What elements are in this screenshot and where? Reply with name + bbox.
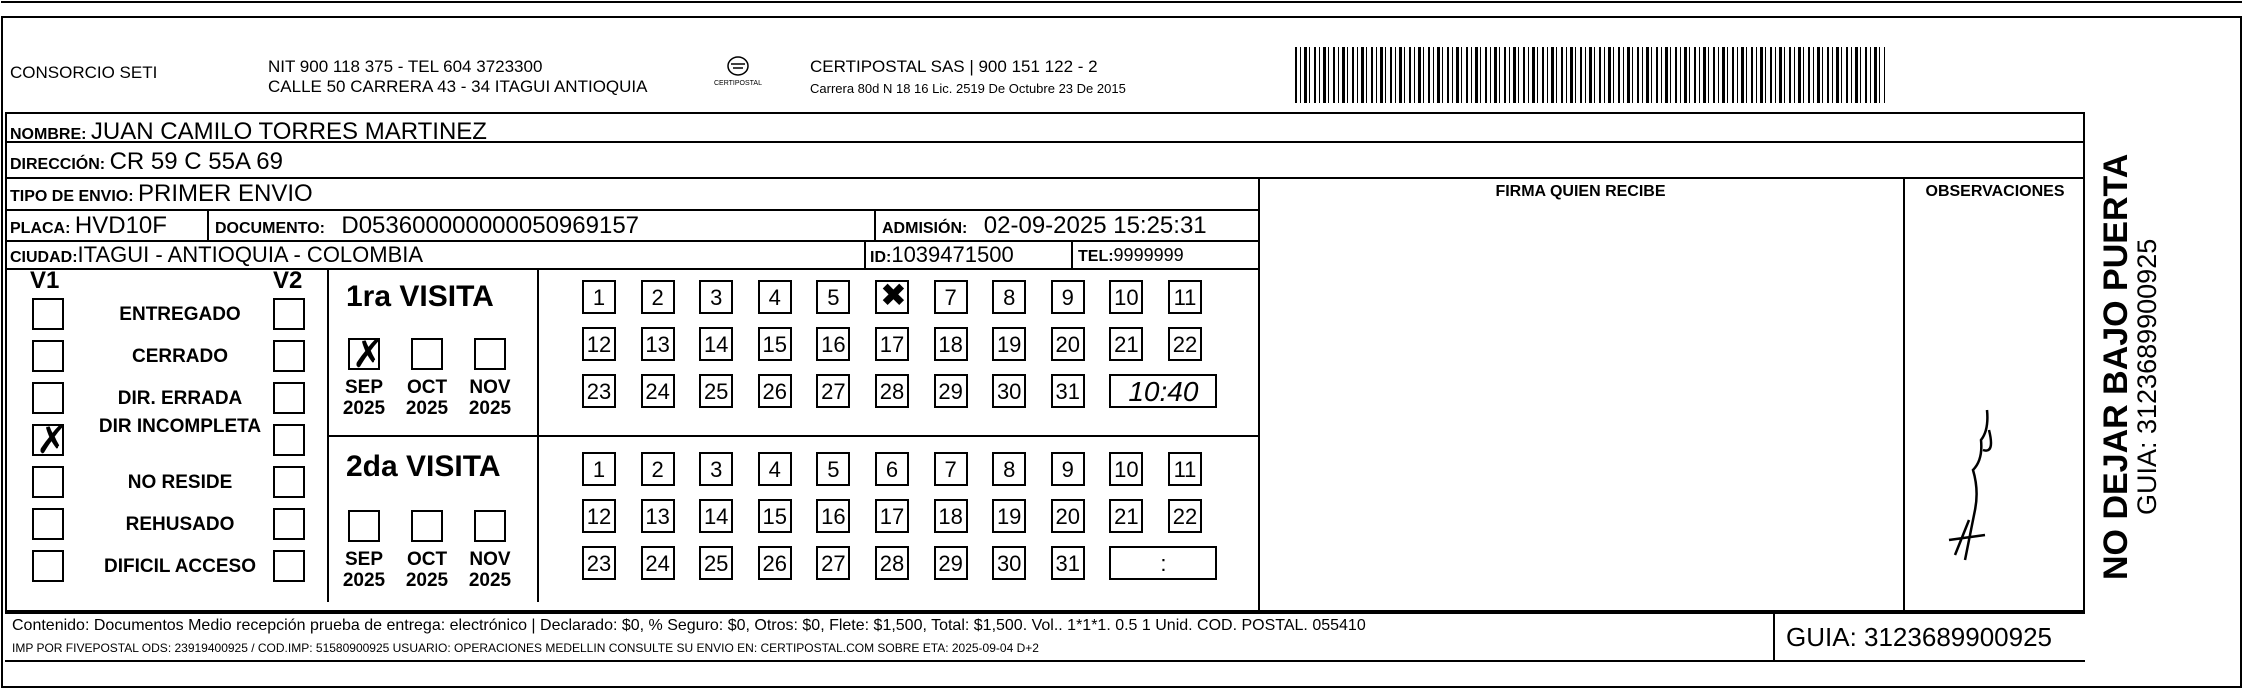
day-box[interactable]: 6 xyxy=(875,452,909,486)
day-box[interactable]: 8 xyxy=(992,452,1026,486)
day-box[interactable]: 28 xyxy=(875,374,909,408)
day-box[interactable]: 3 xyxy=(699,452,733,486)
status-label: DIR. ERRADA xyxy=(117,388,243,409)
day-box[interactable]: 27 xyxy=(816,374,850,408)
footer-guia: GUIA: 3123689900925 xyxy=(1786,622,2052,652)
day-box[interactable]: 12 xyxy=(582,327,616,361)
status-label: DIR INCOMPLETA xyxy=(98,416,262,437)
certipostal-line2: Carrera 80d N 18 16 Lic. 2519 De Octubre 23 De 2015 xyxy=(810,81,1126,96)
day-box[interactable]: 7 xyxy=(934,280,968,314)
v1-checkbox[interactable] xyxy=(32,420,68,462)
day-box[interactable]: 29 xyxy=(934,374,968,408)
day-box[interactable]: 17 xyxy=(875,327,909,361)
svg-text:CERTIPOSTAL: CERTIPOSTAL xyxy=(714,80,762,87)
status-label: ENTREGADO xyxy=(119,304,241,325)
day-box[interactable]: 19 xyxy=(992,327,1026,361)
time-box[interactable]: 10:40 xyxy=(1109,374,1217,408)
status-label: CERRADO xyxy=(131,346,229,367)
v1-checkbox[interactable] xyxy=(32,298,64,330)
side-guia: GUIA: 3123689900925 xyxy=(2132,238,2162,515)
day-box[interactable]: 26 xyxy=(758,546,792,580)
day-box[interactable]: 9 xyxy=(1051,280,1085,314)
month-label: SEP 2025 xyxy=(342,377,386,419)
v2-checkbox[interactable] xyxy=(273,298,305,330)
v2-checkbox[interactable] xyxy=(273,550,305,582)
v1-header: V1 xyxy=(30,267,60,294)
day-box[interactable]: 30 xyxy=(992,546,1026,580)
day-box[interactable]: 19 xyxy=(992,499,1026,533)
day-box[interactable]: 18 xyxy=(934,327,968,361)
day-box[interactable]: 17 xyxy=(875,499,909,533)
day-box[interactable]: 25 xyxy=(699,546,733,580)
certipostal-line1: CERTIPOSTAL SAS | 900 151 122 - 2 xyxy=(810,57,1098,76)
day-box[interactable]: 5 xyxy=(816,452,850,486)
certipostal-logo xyxy=(708,52,768,96)
day-box[interactable]: 30 xyxy=(992,374,1026,408)
day-box[interactable]: 16 xyxy=(816,499,850,533)
second-visit-title: 2da VISITA xyxy=(346,450,501,483)
day-box[interactable]: 5 xyxy=(816,280,850,314)
company-name: CONSORCIO SETI xyxy=(10,63,158,82)
barcode xyxy=(1295,47,1885,103)
day-box[interactable]: 31 xyxy=(1051,546,1085,580)
day-box[interactable]: 10 xyxy=(1109,280,1143,314)
day-box[interactable]: 21 xyxy=(1109,499,1143,533)
month-checkbox[interactable] xyxy=(348,510,380,542)
status-label: REHUSADO xyxy=(125,514,235,535)
day-box[interactable]: 1 xyxy=(582,452,616,486)
v2-checkbox[interactable] xyxy=(273,466,305,498)
day-box[interactable]: 26 xyxy=(758,374,792,408)
firma-header: FIRMA QUIEN RECIBE xyxy=(1495,183,1666,200)
address-line: CALLE 50 CARRERA 43 - 34 ITAGUI ANTIOQUIA xyxy=(268,77,648,96)
day-box[interactable]: 22 xyxy=(1168,327,1202,361)
day-box[interactable]: 7 xyxy=(934,452,968,486)
v2-checkbox[interactable] xyxy=(273,508,305,540)
documento-field: DOCUMENTO: D053600000000050969157 xyxy=(215,212,640,239)
handwritten-signature xyxy=(1935,390,2015,570)
month-checkbox[interactable] xyxy=(411,338,443,370)
v2-checkbox[interactable] xyxy=(273,424,305,456)
observaciones-header: OBSERVACIONES xyxy=(1925,183,2065,200)
admision-field: ADMISIÓN: 02-09-2025 15:25:31 xyxy=(882,212,1207,239)
day-box[interactable] xyxy=(875,277,909,314)
day-box[interactable]: 23 xyxy=(582,374,616,408)
month-checkbox[interactable] xyxy=(348,334,384,376)
direccion-field: DIRECCIÓN: CR 59 C 55A 69 xyxy=(10,148,283,175)
month-label: NOV 2025 xyxy=(468,377,512,419)
time-box[interactable]: : xyxy=(1109,546,1217,580)
ciudad-field: CIUDAD:ITAGUI - ANTIOQUIA - COLOMBIA xyxy=(10,242,424,267)
day-box[interactable]: 4 xyxy=(758,452,792,486)
v1-checkbox[interactable] xyxy=(32,382,64,414)
day-box[interactable]: 11 xyxy=(1168,452,1202,486)
day-box[interactable]: 24 xyxy=(641,374,675,408)
month-label: OCT 2025 xyxy=(405,549,449,591)
v1-checkbox[interactable] xyxy=(32,466,64,498)
month-label: SEP 2025 xyxy=(342,549,386,591)
check-mark-icon: ✗ xyxy=(352,334,384,376)
day-box[interactable]: 28 xyxy=(875,546,909,580)
footer-content-line: Contenido: Documentos Medio recepción prueba de entrega: electrónico | Declarado: $0, % Seguro: $0, Otros: $0, Flete: $1,500, Total: $1,500. Vol.. 1*1*1. 0.5 1 Unid. COD. POSTAL. 055410 xyxy=(12,617,1366,634)
day-box[interactable]: 18 xyxy=(934,499,968,533)
v1-checkbox[interactable] xyxy=(32,550,64,582)
v2-checkbox[interactable] xyxy=(273,340,305,372)
day-box[interactable]: 25 xyxy=(699,374,733,408)
check-mark-icon: ✖ xyxy=(880,277,907,313)
month-label: OCT 2025 xyxy=(405,377,449,419)
day-box[interactable]: 20 xyxy=(1051,327,1085,361)
v1-checkbox[interactable] xyxy=(32,340,64,372)
day-box[interactable]: 27 xyxy=(816,546,850,580)
day-box[interactable]: 16 xyxy=(816,327,850,361)
nombre-field: NOMBRE: JUAN CAMILO TORRES MARTINEZ xyxy=(10,118,487,145)
day-box[interactable]: 8 xyxy=(992,280,1026,314)
day-box[interactable]: 11 xyxy=(1168,280,1202,314)
tel-field: TEL:9999999 xyxy=(1078,245,1184,265)
day-box[interactable]: 2 xyxy=(641,280,675,314)
month-checkbox[interactable] xyxy=(474,510,506,542)
footer-print-line: IMP POR FIVEPOSTAL ODS: 23919400925 / COD.IMP: 51580900925 USUARIO: OPERACIONES MEDELLIN CONSULTE SU ENVIO EN: CERTIPOSTAL.COM SOBRE ETA: 2025-09-04 D+2 xyxy=(12,641,1039,655)
check-mark-icon: ✗ xyxy=(36,420,68,462)
day-box[interactable]: 1 xyxy=(582,280,616,314)
day-box[interactable]: 15 xyxy=(758,327,792,361)
v2-checkbox[interactable] xyxy=(273,382,305,414)
month-label: NOV 2025 xyxy=(468,549,512,591)
tipo-envio-field: TIPO DE ENVIO: PRIMER ENVIO xyxy=(10,180,313,207)
nit-line: NIT 900 118 375 - TEL 604 3723300 xyxy=(268,57,543,76)
day-box[interactable]: 4 xyxy=(758,280,792,314)
day-box[interactable]: 20 xyxy=(1051,499,1085,533)
side-warning: NO DEJAR BAJO PUERTA xyxy=(2097,153,2135,580)
day-box[interactable]: 31 xyxy=(1051,374,1085,408)
day-box[interactable]: 24 xyxy=(641,546,675,580)
day-box[interactable]: 9 xyxy=(1051,452,1085,486)
day-box[interactable]: 13 xyxy=(641,327,675,361)
month-checkbox[interactable] xyxy=(411,510,443,542)
day-box[interactable]: 3 xyxy=(699,280,733,314)
status-label: DIFICIL ACCESO xyxy=(103,556,256,577)
first-visit-title: 1ra VISITA xyxy=(346,280,494,313)
day-box[interactable]: 21 xyxy=(1109,327,1143,361)
status-label: NO RESIDE xyxy=(127,472,233,493)
day-box[interactable]: 14 xyxy=(699,327,733,361)
top-rule xyxy=(1,1,2242,3)
v2-header: V2 xyxy=(273,267,303,294)
day-box[interactable]: 15 xyxy=(758,499,792,533)
day-box[interactable]: 23 xyxy=(582,546,616,580)
day-box[interactable]: 12 xyxy=(582,499,616,533)
month-checkbox[interactable] xyxy=(474,338,506,370)
day-box[interactable]: 2 xyxy=(641,452,675,486)
placa-field: PLACA: HVD10F xyxy=(10,212,167,239)
day-box[interactable]: 13 xyxy=(641,499,675,533)
day-box[interactable]: 10 xyxy=(1109,452,1143,486)
id-field: ID:1039471500 xyxy=(870,242,1014,267)
day-box[interactable]: 29 xyxy=(934,546,968,580)
v1-checkbox[interactable] xyxy=(32,508,64,540)
day-box[interactable]: 22 xyxy=(1168,499,1202,533)
day-box[interactable]: 14 xyxy=(699,499,733,533)
